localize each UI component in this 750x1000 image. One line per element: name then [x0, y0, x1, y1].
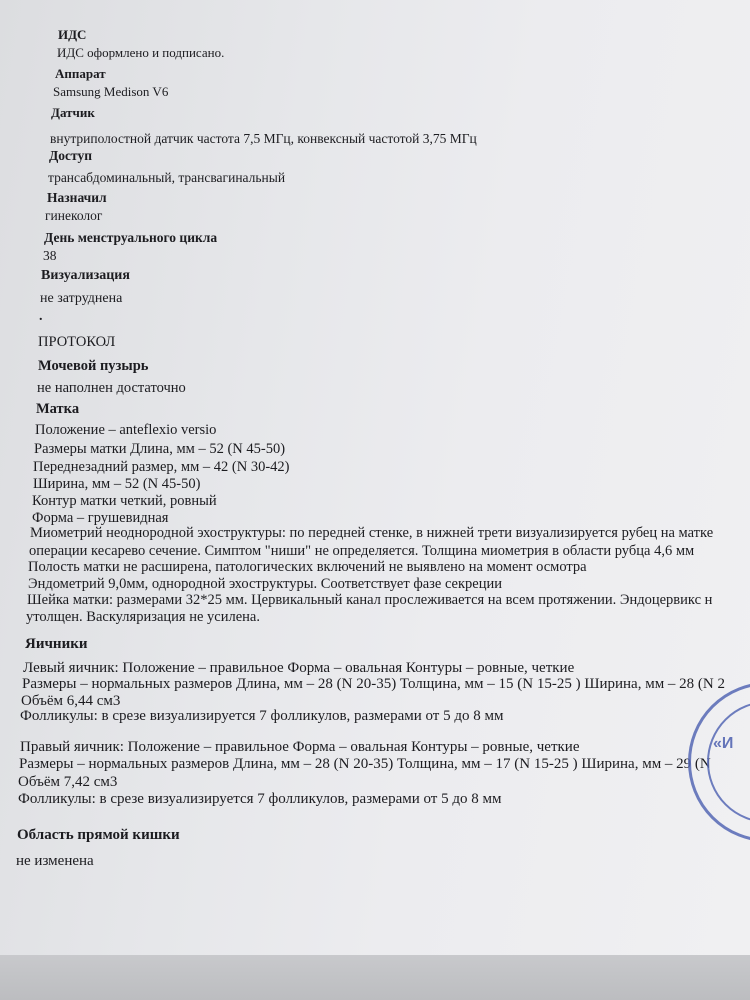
page-background-edge — [0, 955, 750, 1000]
uterus-line: Контур матки четкий, ровный — [32, 493, 217, 509]
protocol-title: ПРОТОКОЛ — [38, 334, 116, 350]
left-ovary-line: Фолликулы: в срезе визуализируется 7 фолликулов, размерами от 5 до 8 мм — [20, 708, 504, 724]
left-ovary-line: Объём 6,44 см3 — [21, 693, 121, 709]
uterus-line: Миометрий неоднородной эхоструктуры: по передней стенке, в нижней трети визуализируется рубец на матке — [30, 525, 714, 541]
separator-dot: . — [39, 309, 43, 324]
device-value: Samsung Medison V6 — [53, 84, 169, 99]
access-value: трансабдоминальный, трансвагинальный — [48, 170, 286, 185]
uterus-line: операции кесарево сечение. Симптом "ниши" не определяется. Толщина миометрия в области рубца 4,6 мм — [29, 543, 695, 559]
uterus-line: Размеры матки Длина, мм – 52 (N 45-50) — [34, 441, 286, 457]
visualization-label: Визуализация — [41, 268, 130, 283]
cycle-day-label: День менструального цикла — [44, 230, 218, 245]
visualization-value: не затруднена — [40, 291, 123, 306]
right-ovary-line: Размеры – нормальных размеров Длина, мм – 28 (N 20-35) Толщина, мм – 17 (N 15-25 ) Ширина, мм – 29 (N — [19, 756, 711, 772]
uterus-line: Ширина, мм – 52 (N 45-50) — [33, 476, 201, 492]
uterus-line: Шейка матки: размерами 32*25 мм. Цервикальный канал прослеживается на всем протяжении. Эндоцервикс н — [27, 592, 713, 608]
stamp-inner-ring — [707, 701, 750, 823]
official-stamp — [688, 682, 750, 842]
rectum-value: не изменена — [16, 853, 94, 869]
uterus-line: Полость матки не расширена, патологических включений не выявлено на момент осмотра — [28, 559, 587, 575]
uterus-line: Положение – anteflexio versio — [35, 422, 217, 438]
ids-label: ИДС — [58, 27, 87, 42]
left-ovary-line: Размеры – нормальных размеров Длина, мм – 28 (N 20-35) Толщина, мм – 15 (N 15-25 ) Ширина, мм – 28 (N 2 — [22, 676, 726, 692]
uterus-line: Эндометрий 9,0мм, однородной эхоструктуры. Соответствует фазе секреции — [28, 576, 503, 592]
access-label: Доступ — [49, 148, 93, 163]
right-ovary-line: Правый яичник: Положение – правильное Форма – овальная Контуры – ровные, четкие — [20, 739, 580, 755]
stamp-text: «И — [713, 735, 734, 752]
sensor-label: Датчик — [51, 105, 95, 120]
cycle-day-value: 38 — [43, 248, 57, 263]
right-ovary-line: Объём 7,42 см3 — [18, 774, 118, 790]
uterus-line: Форма – грушевидная — [32, 510, 169, 526]
uterus-line: Переднезадний размер, мм – 42 (N 30-42) — [33, 459, 290, 475]
rectum-label: Область прямой кишки — [17, 827, 180, 843]
ids-value: ИДС оформлено и подписано. — [57, 45, 225, 60]
bladder-label: Мочевой пузырь — [38, 358, 149, 374]
sensor-value: внутриполостной датчик частота 7,5 МГц, конвексный частотой 3,75 МГц — [50, 131, 477, 146]
uterus-line: утолщен. Васкуляризация не усилена. — [26, 609, 260, 625]
right-ovary-line: Фолликулы: в срезе визуализируется 7 фолликулов, размерами от 5 до 8 мм — [18, 791, 502, 807]
device-label: Аппарат — [55, 66, 106, 81]
assigned-value: гинеколог — [45, 208, 103, 223]
ovaries-label: Яичники — [25, 636, 88, 652]
uterus-label: Матка — [36, 401, 80, 417]
bladder-value: не наполнен достаточно — [37, 380, 186, 396]
assigned-label: Назначил — [47, 190, 107, 205]
left-ovary-line: Левый яичник: Положение – правильное Форма – овальная Контуры – ровные, четкие — [23, 660, 575, 676]
